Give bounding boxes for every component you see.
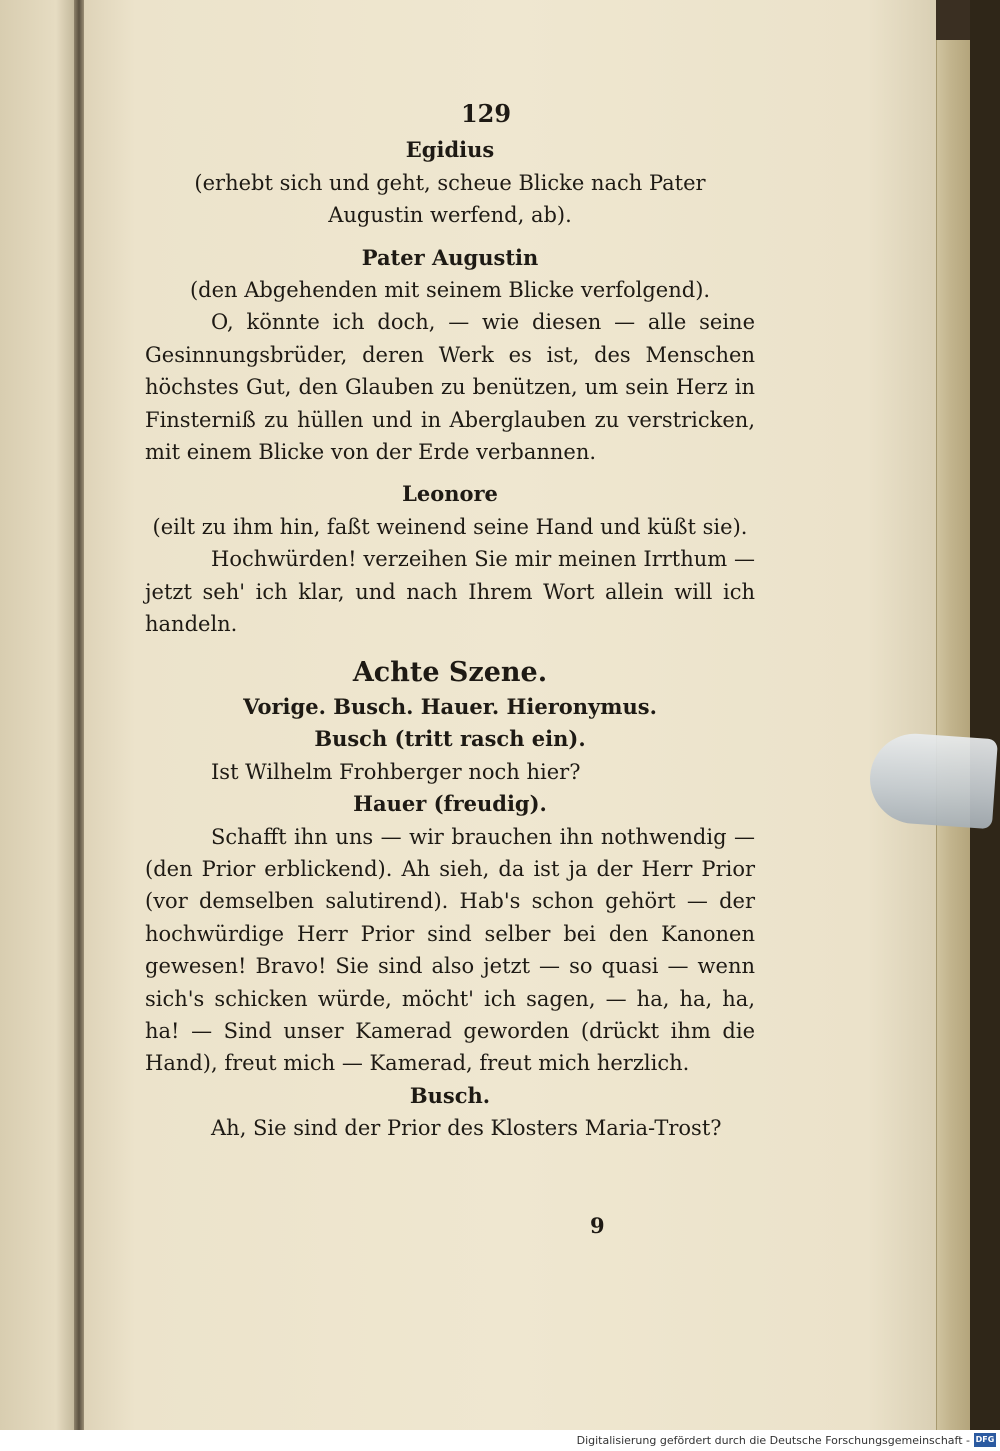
- dialogue-paragraph: Ah, Sie sind der Prior des Klosters Maria-Trost?: [211, 1116, 722, 1141]
- dialogue-paragraph: Schafft ihn uns — wir brauchen ihn nothwendig — (den Prior erblickend). Ah sieh, da ist ja der Herr Prior (vor demselben salutirend). Hab's schon gehört — der hochwürdige Herr Prior sind selber bei den Kanonen gewesen! Bravo! Sie sind also jetzt — so quasi — wenn sich's schicken würde, möcht' ich sagen, — ha, ha, ha, ha! — Sind unser Kamerad geworden (drückt ihm die Hand), freut mich — Kamerad, freut mich herzlich.: [145, 824, 755, 1076]
- speaker-name: Busch (tritt rasch ein).: [314, 726, 586, 752]
- speaker-name: Leonore: [402, 481, 498, 507]
- speaker-name: Egidius: [405, 137, 495, 163]
- left-page-edge: [0, 0, 80, 1430]
- signature-mark: 9: [590, 1213, 605, 1238]
- scan-background: [970, 0, 1000, 1430]
- dialogue-paragraph: O, könnte ich doch, — wie diesen — alle seine Gesinnungsbrüder, deren Werk es ist, des Menschen höchstes Gut, den Glauben zu benützen, um sein Herz in Finsterniß zu hüllen und in Aberglauben zu verstricken, mit einem Blicke von der Erde verbannen.: [145, 310, 755, 465]
- speaker-name: Busch.: [409, 1082, 491, 1108]
- page-number: 129: [460, 99, 512, 128]
- dfg-logo-icon: DFG: [974, 1433, 996, 1447]
- page-text: [145, 98, 755, 1145]
- page-clip-tab: [867, 731, 998, 830]
- book-gutter: [74, 0, 84, 1430]
- dialogue-paragraph: Ist Wilhelm Frohberger noch hier?: [211, 759, 581, 784]
- dialogue-paragraph: Hochwürden! verzeihen Sie mir meinen Irrthum — jetzt seh' ich klar, und nach Ihrem Wort allein will ich handeln.: [145, 547, 755, 637]
- scene-cast-list: Vorige. Busch. Hauer. Hieronymus.: [243, 693, 657, 719]
- speaker-name: Hauer (freudig).: [353, 791, 547, 817]
- stage-direction: (erhebt sich und geht, scheue Blicke nach Pater Augustin werfend, ab).: [194, 170, 706, 228]
- scene-heading: Achte Szene.: [352, 656, 548, 688]
- stage-direction: (eilt zu ihm hin, faßt weinend seine Hand und küßt sie).: [152, 514, 748, 539]
- speaker-name: Pater Augustin: [361, 244, 539, 270]
- footer-credit: Digitalisierung gefördert durch die Deutsche Forschungsgemeinschaft -: [576, 1434, 970, 1447]
- digitization-footer: [0, 1430, 1000, 1451]
- stage-direction: (den Abgehenden mit seinem Blicke verfolgend).: [189, 278, 711, 303]
